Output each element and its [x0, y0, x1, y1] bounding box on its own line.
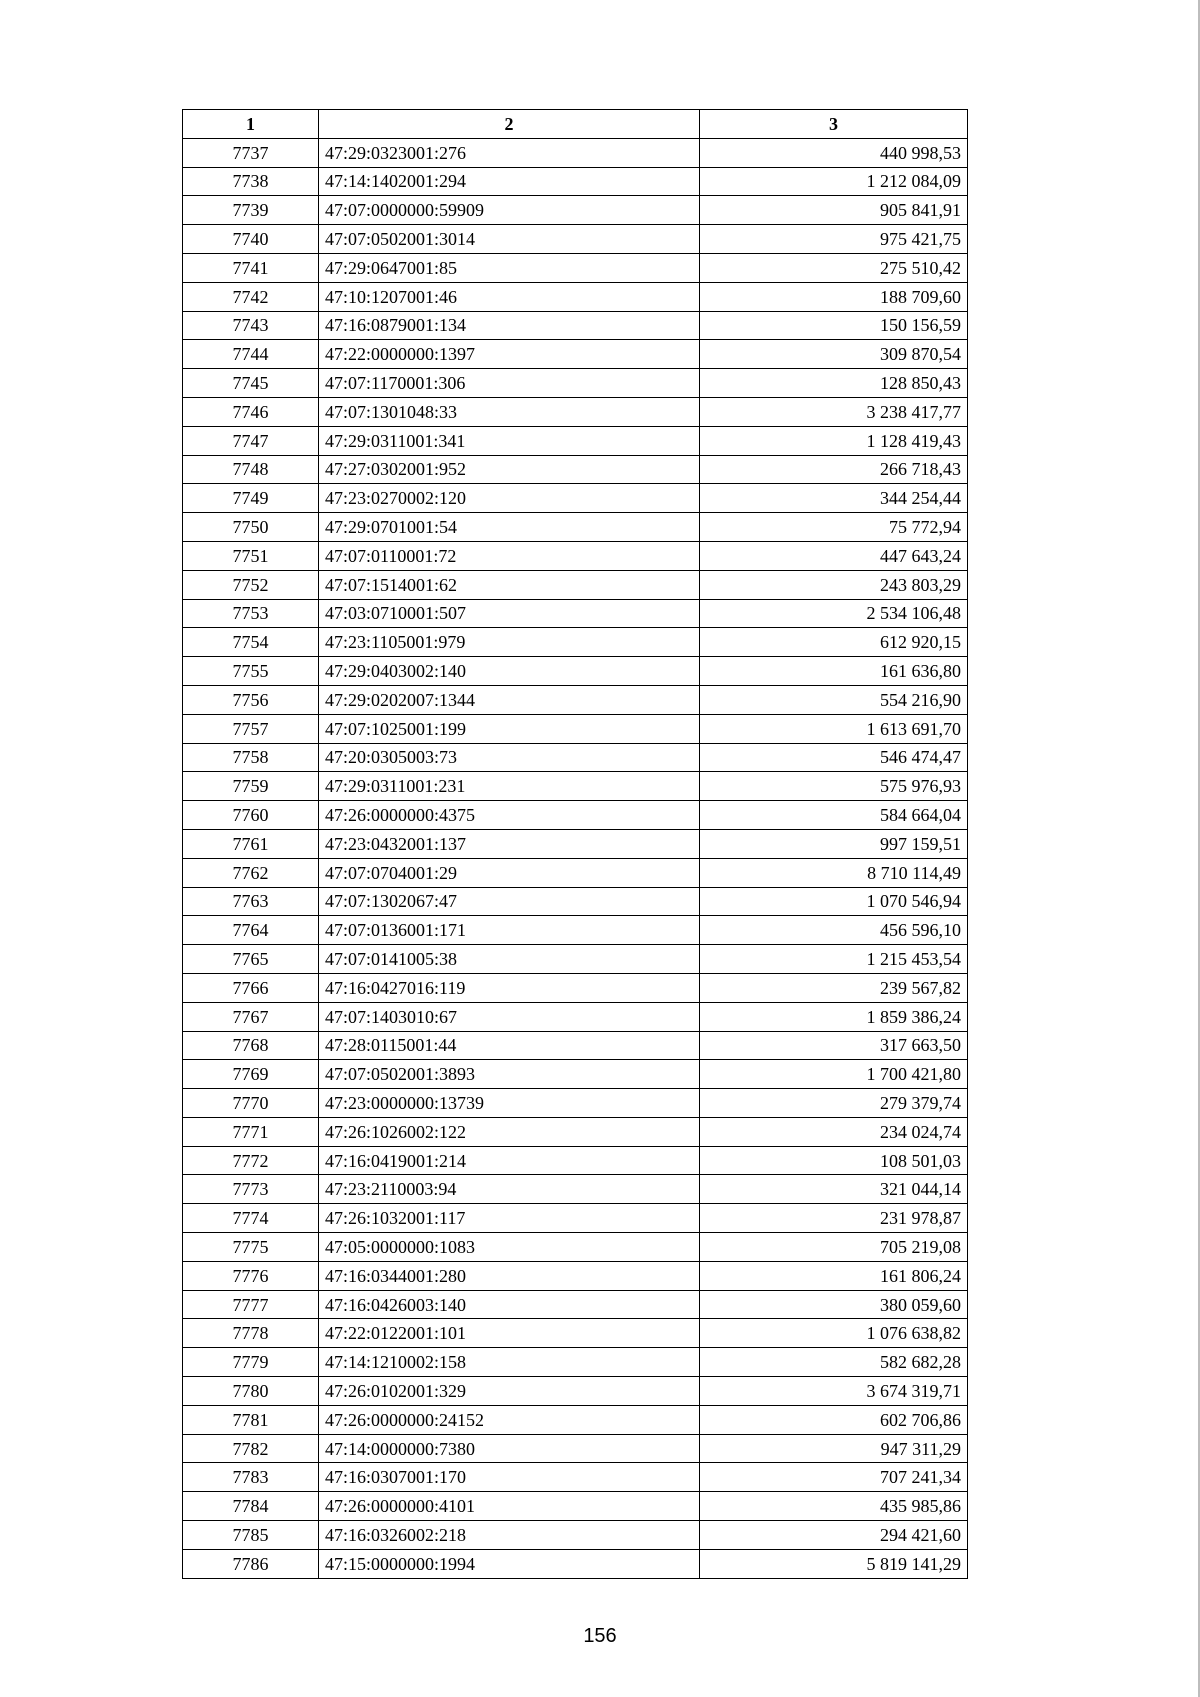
- row-number-cell: 7741: [183, 253, 319, 282]
- cadastral-value-cell: 440 998,53: [700, 138, 968, 167]
- table-row: [183, 426, 968, 455]
- cadastral-number-cell: 47:07:1301048:33: [319, 397, 700, 426]
- row-number-cell: 7737: [183, 138, 319, 167]
- row-number-cell: 7745: [183, 369, 319, 398]
- cadastral-number-cell: 47:26:1026002:122: [319, 1117, 700, 1146]
- row-number-cell: 7746: [183, 397, 319, 426]
- table-row: [183, 340, 968, 369]
- cadastral-value-cell: 1 070 546,94: [700, 887, 968, 916]
- cadastral-value-cell: 2 534 106,48: [700, 599, 968, 628]
- table-row: [183, 369, 968, 398]
- table-row: [183, 1031, 968, 1060]
- cadastral-value-cell: 321 044,14: [700, 1175, 968, 1204]
- cadastral-value-cell: 231 978,87: [700, 1204, 968, 1233]
- row-number-cell: 7765: [183, 945, 319, 974]
- cadastral-value-cell: 243 803,29: [700, 570, 968, 599]
- cadastral-value-cell: 1 128 419,43: [700, 426, 968, 455]
- cadastral-number-cell: 47:14:1402001:294: [319, 167, 700, 196]
- table-row: [183, 1405, 968, 1434]
- cadastral-number-cell: 47:29:0202007:1344: [319, 685, 700, 714]
- cadastral-value-cell: 294 421,60: [700, 1521, 968, 1550]
- row-number-cell: 7752: [183, 570, 319, 599]
- cadastral-value-cell: 582 682,28: [700, 1348, 968, 1377]
- row-number-cell: 7776: [183, 1261, 319, 1290]
- row-number-cell: 7755: [183, 657, 319, 686]
- row-number-cell: 7768: [183, 1031, 319, 1060]
- table-row: [183, 1549, 968, 1578]
- cadastral-value-table: [182, 109, 968, 1579]
- cadastral-value-cell: 447 643,24: [700, 541, 968, 570]
- cadastral-value-cell: 554 216,90: [700, 685, 968, 714]
- cadastral-number-cell: 47:07:0136001:171: [319, 916, 700, 945]
- table-row: [183, 858, 968, 887]
- row-number-cell: 7738: [183, 167, 319, 196]
- cadastral-value-cell: 1 212 084,09: [700, 167, 968, 196]
- cadastral-number-cell: 47:16:0307001:170: [319, 1463, 700, 1492]
- row-number-cell: 7779: [183, 1348, 319, 1377]
- cadastral-number-cell: 47:14:0000000:7380: [319, 1434, 700, 1463]
- cadastral-number-cell: 47:07:1302067:47: [319, 887, 700, 916]
- cadastral-value-cell: 1 613 691,70: [700, 714, 968, 743]
- table-row: [183, 1492, 968, 1521]
- cadastral-value-cell: 266 718,43: [700, 455, 968, 484]
- row-number-cell: 7785: [183, 1521, 319, 1550]
- cadastral-number-cell: 47:26:0102001:329: [319, 1377, 700, 1406]
- row-number-cell: 7783: [183, 1463, 319, 1492]
- cadastral-number-cell: 47:07:1403010:67: [319, 1002, 700, 1031]
- table-row: [183, 1204, 968, 1233]
- row-number-cell: 7754: [183, 628, 319, 657]
- table-row: [183, 484, 968, 513]
- table-row: [183, 1089, 968, 1118]
- cadastral-number-cell: 47:28:0115001:44: [319, 1031, 700, 1060]
- cadastral-value-cell: 150 156,59: [700, 311, 968, 340]
- row-number-cell: 7757: [183, 714, 319, 743]
- row-number-cell: 7747: [183, 426, 319, 455]
- row-number-cell: 7762: [183, 858, 319, 887]
- header-row: [183, 110, 968, 139]
- cadastral-number-cell: 47:26:0000000:4101: [319, 1492, 700, 1521]
- cadastral-value-cell: 612 920,15: [700, 628, 968, 657]
- row-number-cell: 7786: [183, 1549, 319, 1578]
- table-header: [183, 110, 968, 139]
- table-row: [183, 1261, 968, 1290]
- cadastral-value-cell: 3 674 319,71: [700, 1377, 968, 1406]
- cadastral-number-cell: 47:07:0704001:29: [319, 858, 700, 887]
- cadastral-number-cell: 47:23:1105001:979: [319, 628, 700, 657]
- row-number-cell: 7771: [183, 1117, 319, 1146]
- row-number-cell: 7770: [183, 1089, 319, 1118]
- cadastral-value-cell: 707 241,34: [700, 1463, 968, 1492]
- row-number-cell: 7782: [183, 1434, 319, 1463]
- table-row: [183, 196, 968, 225]
- cadastral-value-cell: 279 379,74: [700, 1089, 968, 1118]
- cadastral-number-cell: 47:23:0000000:13739: [319, 1089, 700, 1118]
- cadastral-value-cell: 705 219,08: [700, 1233, 968, 1262]
- row-number-cell: 7763: [183, 887, 319, 916]
- cadastral-number-cell: 47:07:1025001:199: [319, 714, 700, 743]
- cadastral-number-cell: 47:29:0647001:85: [319, 253, 700, 282]
- row-number-cell: 7749: [183, 484, 319, 513]
- row-number-cell: 7760: [183, 801, 319, 830]
- cadastral-value-cell: 344 254,44: [700, 484, 968, 513]
- cadastral-number-cell: 47:26:1032001:117: [319, 1204, 700, 1233]
- row-number-cell: 7742: [183, 282, 319, 311]
- row-number-cell: 7753: [183, 599, 319, 628]
- cadastral-number-cell: 47:29:0701001:54: [319, 513, 700, 542]
- cadastral-number-cell: 47:29:0323001:276: [319, 138, 700, 167]
- page-number: 156: [583, 1625, 617, 1647]
- table-row: [183, 887, 968, 916]
- cadastral-number-cell: 47:16:0426003:140: [319, 1290, 700, 1319]
- table-row: [183, 685, 968, 714]
- table-row: [183, 311, 968, 340]
- cadastral-value-cell: 8 710 114,49: [700, 858, 968, 887]
- table-row: [183, 714, 968, 743]
- table-row: [183, 513, 968, 542]
- table-row: [183, 801, 968, 830]
- table-body: [183, 138, 968, 1578]
- cadastral-number-cell: 47:03:0710001:507: [319, 599, 700, 628]
- cadastral-value-cell: 234 024,74: [700, 1117, 968, 1146]
- row-number-cell: 7777: [183, 1290, 319, 1319]
- row-number-cell: 7772: [183, 1146, 319, 1175]
- cadastral-number-cell: 47:07:0141005:38: [319, 945, 700, 974]
- row-number-cell: 7744: [183, 340, 319, 369]
- cadastral-value-cell: 380 059,60: [700, 1290, 968, 1319]
- cadastral-value-cell: 975 421,75: [700, 225, 968, 254]
- cadastral-value-cell: 1 700 421,80: [700, 1060, 968, 1089]
- table-row: [183, 916, 968, 945]
- cadastral-number-cell: 47:29:0311001:231: [319, 772, 700, 801]
- cadastral-value-cell: 546 474,47: [700, 743, 968, 772]
- cadastral-value-cell: 947 311,29: [700, 1434, 968, 1463]
- table-row: [183, 455, 968, 484]
- cadastral-number-cell: 47:23:2110003:94: [319, 1175, 700, 1204]
- cadastral-number-cell: 47:23:0270002:120: [319, 484, 700, 513]
- cadastral-number-cell: 47:05:0000000:1083: [319, 1233, 700, 1262]
- cadastral-number-cell: 47:26:0000000:4375: [319, 801, 700, 830]
- row-number-cell: 7781: [183, 1405, 319, 1434]
- table-row: [183, 657, 968, 686]
- row-number-cell: 7778: [183, 1319, 319, 1348]
- cadastral-number-cell: 47:07:1170001:306: [319, 369, 700, 398]
- row-number-cell: 7780: [183, 1377, 319, 1406]
- cadastral-value-cell: 128 850,43: [700, 369, 968, 398]
- row-number-cell: 7759: [183, 772, 319, 801]
- table-row: [183, 1060, 968, 1089]
- cadastral-value-cell: 309 870,54: [700, 340, 968, 369]
- cadastral-value-cell: 997 159,51: [700, 829, 968, 858]
- table-row: [183, 973, 968, 1002]
- cadastral-number-cell: 47:29:0311001:341: [319, 426, 700, 455]
- row-number-cell: 7748: [183, 455, 319, 484]
- cadastral-value-cell: 575 976,93: [700, 772, 968, 801]
- table-row: [183, 1434, 968, 1463]
- table-row: [183, 743, 968, 772]
- cadastral-number-cell: 47:23:0432001:137: [319, 829, 700, 858]
- table-row: [183, 1233, 968, 1262]
- cadastral-value-cell: 161 806,24: [700, 1261, 968, 1290]
- cadastral-number-cell: 47:29:0403002:140: [319, 657, 700, 686]
- table-row: [183, 541, 968, 570]
- column-header-3: 3: [700, 110, 968, 139]
- cadastral-value-cell: 275 510,42: [700, 253, 968, 282]
- table-row: [183, 1002, 968, 1031]
- row-number-cell: 7751: [183, 541, 319, 570]
- table-row: [183, 1348, 968, 1377]
- column-header-1: 1: [183, 110, 319, 139]
- table-row: [183, 829, 968, 858]
- table-row: [183, 138, 968, 167]
- row-number-cell: 7743: [183, 311, 319, 340]
- table-row: [183, 628, 968, 657]
- row-number-cell: 7764: [183, 916, 319, 945]
- cadastral-number-cell: 47:16:0427016:119: [319, 973, 700, 1002]
- cadastral-number-cell: 47:16:0419001:214: [319, 1146, 700, 1175]
- table-row: [183, 225, 968, 254]
- cadastral-number-cell: 47:26:0000000:24152: [319, 1405, 700, 1434]
- cadastral-value-cell: 239 567,82: [700, 973, 968, 1002]
- cadastral-number-cell: 47:07:0502001:3893: [319, 1060, 700, 1089]
- cadastral-value-cell: 435 985,86: [700, 1492, 968, 1521]
- cadastral-value-cell: 3 238 417,77: [700, 397, 968, 426]
- table-row: [183, 1290, 968, 1319]
- table-row: [183, 1117, 968, 1146]
- table-row: [183, 1175, 968, 1204]
- row-number-cell: 7775: [183, 1233, 319, 1262]
- table-row: [183, 1463, 968, 1492]
- cadastral-number-cell: 47:22:0122001:101: [319, 1319, 700, 1348]
- cadastral-number-cell: 47:27:0302001:952: [319, 455, 700, 484]
- table-row: [183, 772, 968, 801]
- row-number-cell: 7784: [183, 1492, 319, 1521]
- row-number-cell: 7766: [183, 973, 319, 1002]
- cadastral-number-cell: 47:20:0305003:73: [319, 743, 700, 772]
- cadastral-value-cell: 108 501,03: [700, 1146, 968, 1175]
- cadastral-number-cell: 47:07:0502001:3014: [319, 225, 700, 254]
- cadastral-value-cell: 602 706,86: [700, 1405, 968, 1434]
- table-row: [183, 1377, 968, 1406]
- table-row: [183, 1319, 968, 1348]
- table-row: [183, 397, 968, 426]
- row-number-cell: 7769: [183, 1060, 319, 1089]
- cadastral-number-cell: 47:15:0000000:1994: [319, 1549, 700, 1578]
- row-number-cell: 7761: [183, 829, 319, 858]
- table-row: [183, 1146, 968, 1175]
- cadastral-number-cell: 47:22:0000000:1397: [319, 340, 700, 369]
- row-number-cell: 7750: [183, 513, 319, 542]
- row-number-cell: 7758: [183, 743, 319, 772]
- cadastral-number-cell: 47:07:0000000:59909: [319, 196, 700, 225]
- cadastral-number-cell: 47:14:1210002:158: [319, 1348, 700, 1377]
- cadastral-number-cell: 47:16:0344001:280: [319, 1261, 700, 1290]
- table-row: [183, 282, 968, 311]
- row-number-cell: 7774: [183, 1204, 319, 1233]
- row-number-cell: 7773: [183, 1175, 319, 1204]
- row-number-cell: 7756: [183, 685, 319, 714]
- cadastral-value-cell: 161 636,80: [700, 657, 968, 686]
- table-row: [183, 253, 968, 282]
- cadastral-number-cell: 47:16:0879001:134: [319, 311, 700, 340]
- cadastral-value-cell: 905 841,91: [700, 196, 968, 225]
- cadastral-value-cell: 584 664,04: [700, 801, 968, 830]
- table-row: [183, 570, 968, 599]
- table-row: [183, 945, 968, 974]
- table-row: [183, 1521, 968, 1550]
- cadastral-value-cell: 1 076 638,82: [700, 1319, 968, 1348]
- table-row: [183, 599, 968, 628]
- cadastral-number-cell: 47:10:1207001:46: [319, 282, 700, 311]
- cadastral-value-cell: 5 819 141,29: [700, 1549, 968, 1578]
- cadastral-value-cell: 1 215 453,54: [700, 945, 968, 974]
- cadastral-number-cell: 47:07:0110001:72: [319, 541, 700, 570]
- cadastral-number-cell: 47:16:0326002:218: [319, 1521, 700, 1550]
- cadastral-value-cell: 188 709,60: [700, 282, 968, 311]
- column-header-2: 2: [319, 110, 700, 139]
- cadastral-value-cell: 317 663,50: [700, 1031, 968, 1060]
- table-row: [183, 167, 968, 196]
- cadastral-value-cell: 75 772,94: [700, 513, 968, 542]
- row-number-cell: 7767: [183, 1002, 319, 1031]
- cadastral-value-cell: 456 596,10: [700, 916, 968, 945]
- row-number-cell: 7739: [183, 196, 319, 225]
- cadastral-number-cell: 47:07:1514001:62: [319, 570, 700, 599]
- row-number-cell: 7740: [183, 225, 319, 254]
- cadastral-value-cell: 1 859 386,24: [700, 1002, 968, 1031]
